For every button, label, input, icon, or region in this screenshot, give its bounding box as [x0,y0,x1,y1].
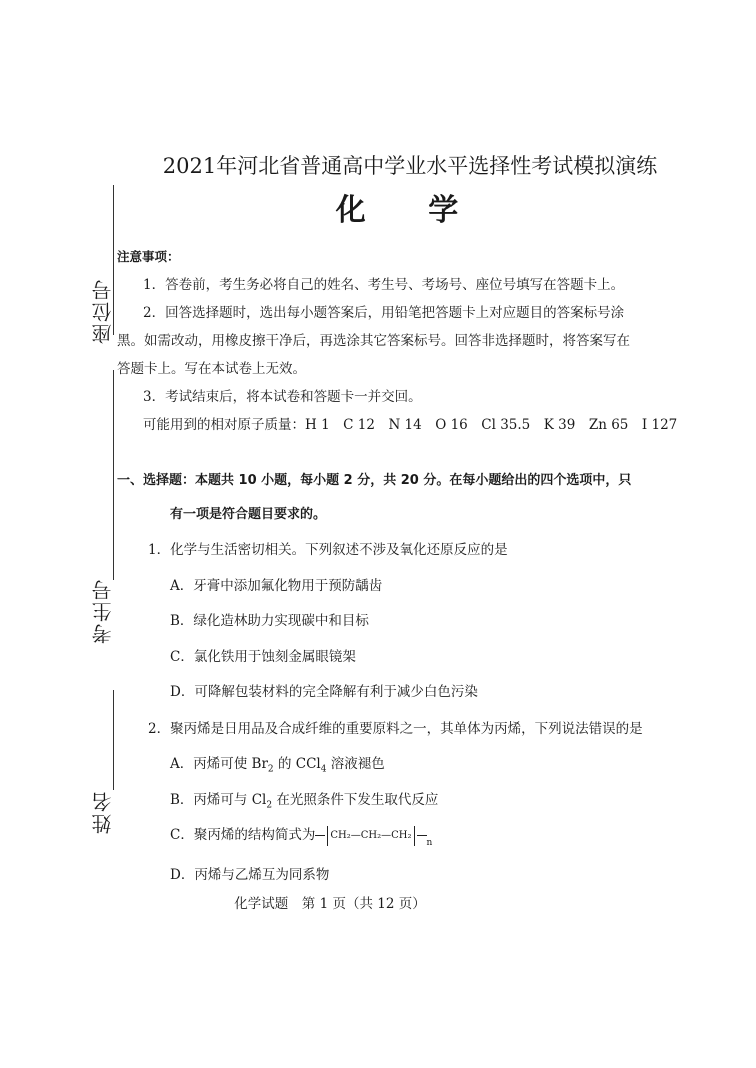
subscript: 2 [266,800,273,811]
question-stem: 1．化学与生活密切相关。下列叙述不涉及氧化还原反应的是 [148,542,508,558]
option-d: D．丙烯与乙烯互为同系物 [170,867,330,883]
margin-line [113,690,114,790]
margin-line [113,370,114,580]
subscript: 4 [320,764,327,775]
option-text: 溶液褪色 [326,756,385,772]
seat-number-label: 座位号 [91,278,115,344]
subscript-n: n [426,837,433,848]
name-label: 姓名 [91,790,115,834]
option-a: A．牙膏中添加氟化物用于预防龋齿 [170,578,383,594]
atomic-masses: 可能用到的相对原子质量：H 1 C 12 N 14 O 16 Cl 35.5 K 39 Zn 65 I 127 [143,417,678,433]
exam-number-label: 考生号 [91,578,115,644]
notice-item-cont: 黑。如需改动，用橡皮擦干净后，再选涂其它答案标号。回答非选择题时，将答案写在 [117,333,630,349]
subscript: 2 [267,764,274,775]
option-text: C．聚丙烯的结构简式为 [170,827,316,843]
page-footer: 化学试题 第 1 页（共 12 页） [234,896,426,912]
subject-title: 化 学 [335,193,485,228]
notice-item: 3．考试结束后，将本试卷和答题卡一并交回。 [143,389,422,405]
option-b [170,788,438,811]
option-text: 的 CCl [273,756,321,772]
option-c [170,823,432,848]
section-heading: 一、选择题：本题共 10 小题，每小题 2 分，共 20 分。在每小题给出的四个选项中，只 [117,473,632,488]
exam-title: 2021年河北省普通高中学业水平选择性考试模拟演练 [162,154,658,178]
option-text: A．丙烯可使 Br [170,756,268,772]
option-text: B．丙烯可与 Cl [170,792,267,808]
notice-item-cont: 答题卡上。写在本试卷上无效。 [117,361,306,377]
polymer-formula [315,824,432,848]
question-stem: 2．聚丙烯是日用品及合成纤维的重要原料之一，其单体为丙烯，下列说法错误的是 [148,721,643,737]
notice-heading: 注意事项： [117,249,180,264]
section-heading-cont: 有一项是符合题目要求的。 [170,507,327,522]
notice-item: 2．回答选择题时，选出每小题答案后，用铅笔把答题卡上对应题目的答案标号涂 [143,305,625,321]
option-c: C．氯化铁用于蚀刻金属眼镜架 [170,649,356,665]
option-a [170,752,385,775]
option-b: B．绿化造林助力实现碳中和目标 [170,613,369,629]
option-d: D．可降解包装材料的完全降解有利于减少白色污染 [170,684,478,700]
formula-text: CH₂—CH₂—CH₂ [330,830,412,841]
notice-item: 1．答卷前，考生务必将自己的姓名、考生号、考场号、座位号填写在答题卡上。 [143,277,625,293]
option-text: 在光照条件下发生取代反应 [272,792,439,808]
